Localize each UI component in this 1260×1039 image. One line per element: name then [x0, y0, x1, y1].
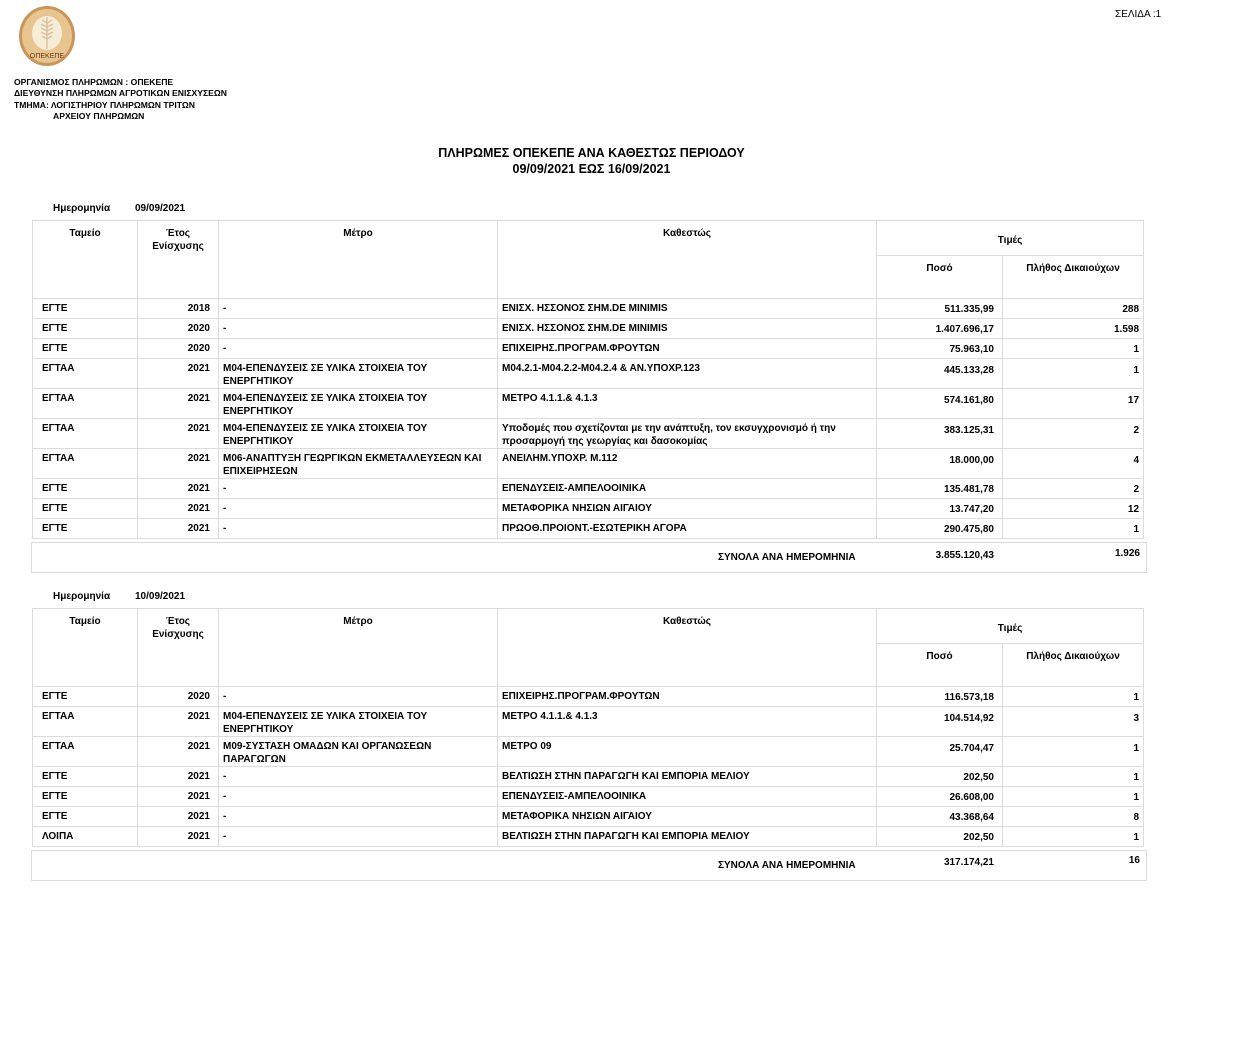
cell-measure: -	[219, 319, 498, 339]
cell-measure: -	[219, 787, 498, 807]
table-row	[33, 299, 1144, 319]
cell-fund: ΕΓΤΕ	[33, 299, 138, 319]
cell-year: 2021	[138, 359, 219, 389]
cell-fund: ΕΓΤΑΑ	[33, 419, 138, 449]
table-row	[33, 787, 1144, 807]
cell-measure: Μ06-ΑΝΑΠΤΥΞΗ ΓΕΩΡΓΙΚΩΝ ΕΚΜΕΤΑΛΛΕΥΣΕΩΝ ΚΑΙ ΕΠΙΧΕΙΡΗΣΕΩΝ	[219, 449, 498, 479]
cell-year: 2020	[138, 339, 219, 359]
table-row	[33, 707, 1144, 737]
cell-beneficiaries: 1.598	[1003, 319, 1144, 339]
cell-beneficiaries: 1	[1003, 687, 1144, 707]
col-header-scheme: Καθεστώς	[498, 609, 877, 687]
date-value: 09/09/2021	[135, 203, 186, 214]
cell-measure: Μ09-ΣΥΣΤΑΣΗ ΟΜΑΔΩΝ ΚΑΙ ΟΡΓΑΝΩΣΕΩΝ ΠΑΡΑΓΩΓΩΝ	[219, 737, 498, 767]
cell-beneficiaries: 2	[1003, 419, 1144, 449]
cell-scheme: Μ04.2.1-Μ04.2.2-Μ04.2.4 & ΑΝ.ΥΠΟΧΡ.123	[498, 359, 877, 389]
cell-beneficiaries: 1	[1003, 767, 1144, 787]
table-row	[33, 479, 1144, 499]
cell-fund: ΕΓΤΑΑ	[33, 707, 138, 737]
table-row	[33, 389, 1144, 419]
org-line: ΔΙΕΥΘΥΝΣΗ ΠΛΗΡΩΜΩΝ ΑΓΡΟΤΙΚΩΝ ΕΝΙΣΧΥΣΕΩΝ	[14, 88, 227, 99]
cell-year: 2021	[138, 389, 219, 419]
cell-scheme: ΕΠΕΝΔΥΣΕΙΣ-ΑΜΠΕΛΟΟΙΝΙΚΑ	[498, 787, 877, 807]
cell-beneficiaries: 288	[1003, 299, 1144, 319]
report-title	[0, 145, 1183, 177]
cell-measure: Μ04-ΕΠΕΝΔΥΣΕΙΣ ΣΕ ΥΛΙΚΑ ΣΤΟΙΧΕΙΑ ΤΟΥ ΕΝΕΡΓΗΤΙΚΟΥ	[219, 389, 498, 419]
table-row	[33, 807, 1144, 827]
cell-amount: 25.704,47	[877, 737, 1003, 767]
cell-amount: 202,50	[877, 767, 1003, 787]
org-line: ΤΜΗΜΑ: ΛΟΓΙΣΤΗΡΙΟΥ ΠΛΗΡΩΜΩΝ ΤΡΙΤΩΝ	[14, 99, 195, 110]
cell-scheme: ΜΕΤΑΦΟΡΙΚΑ ΝΗΣΙΩΝ ΑΙΓΑΙΟΥ	[498, 499, 877, 519]
cell-amount: 104.514,92	[877, 707, 1003, 737]
report-period: 09/09/2021 ΕΩΣ 16/09/2021	[512, 162, 671, 176]
col-header-amount: Ποσό	[877, 256, 1003, 299]
cell-scheme: ΕΝΙΣΧ. ΗΣΣΟΝΟΣ ΣΗΜ.DE MINIMIS	[498, 319, 877, 339]
cell-year: 2021	[138, 787, 219, 807]
cell-measure: -	[219, 479, 498, 499]
cell-scheme: Υποδομές που σχετίζονται με την ανάπτυξη, τον εκσυγχρονισμό ή την προσαρμογή της γεωργίας και δασοκομίας	[498, 419, 877, 449]
cell-measure: Μ04-ΕΠΕΝΔΥΣΕΙΣ ΣΕ ΥΛΙΚΑ ΣΤΟΙΧΕΙΑ ΤΟΥ ΕΝΕΡΓΗΤΙΚΟΥ	[219, 359, 498, 389]
col-header-amount: Ποσό	[877, 644, 1003, 687]
table-row	[33, 767, 1144, 787]
cell-beneficiaries: 1	[1003, 359, 1144, 389]
cell-amount: 135.481,78	[877, 479, 1003, 499]
cell-amount: 383.125,31	[877, 419, 1003, 449]
cell-fund: ΕΓΤΑΑ	[33, 449, 138, 479]
cell-year: 2021	[138, 419, 219, 449]
cell-beneficiaries: 1	[1003, 737, 1144, 767]
col-header-values: Τιμές	[877, 221, 1144, 256]
opekepe-logo-icon	[18, 5, 76, 67]
cell-amount: 13.747,20	[877, 499, 1003, 519]
cell-fund: ΕΓΤΕ	[33, 319, 138, 339]
cell-year: 2021	[138, 807, 219, 827]
table-row	[33, 339, 1144, 359]
org-line: ΟΡΓΑΝΙΣΜΟΣ ΠΛΗΡΩΜΩΝ : ΟΠΕΚΕΠΕ	[14, 77, 174, 87]
cell-amount: 574.161,80	[877, 389, 1003, 419]
cell-amount: 511.335,99	[877, 299, 1003, 319]
cell-measure: -	[219, 827, 498, 847]
cell-fund: ΕΓΤΕ	[33, 499, 138, 519]
cell-measure: -	[219, 299, 498, 319]
table-row	[33, 827, 1144, 847]
cell-beneficiaries: 12	[1003, 499, 1144, 519]
totals-label: ΣΥΝΟΛΑ ΑΝΑ ΗΜΕΡΟΜΗΝΙΑ	[718, 552, 856, 563]
org-line: ΑΡΧΕΙΟΥ ΠΛΗΡΩΜΩΝ	[53, 111, 145, 122]
cell-scheme: ΜΕΤΡΟ 09	[498, 737, 877, 767]
organization-info	[14, 77, 227, 123]
cell-year: 2021	[138, 827, 219, 847]
table-row	[33, 449, 1144, 479]
date-value: 10/09/2021	[135, 591, 186, 602]
cell-year: 2020	[138, 687, 219, 707]
cell-beneficiaries: 3	[1003, 707, 1144, 737]
cell-year: 2021	[138, 449, 219, 479]
cell-year: 2020	[138, 319, 219, 339]
cell-fund: ΕΓΤΕ	[33, 519, 138, 539]
totals-amount: 3.855.120,43	[935, 550, 994, 561]
cell-amount: 75.963,10	[877, 339, 1003, 359]
cell-scheme: ΕΝΙΣΧ. ΗΣΣΟΝΟΣ ΣΗΜ.DE MINIMIS	[498, 299, 877, 319]
cell-scheme: ΕΠΙΧΕΙΡΗΣ.ΠΡΟΓΡΑΜ.ΦΡΟΥΤΩΝ	[498, 687, 877, 707]
table-row	[33, 319, 1144, 339]
col-header-measure: Μέτρο	[219, 609, 498, 687]
payments-table	[32, 608, 1144, 847]
date-label: Ημερομηνία	[53, 591, 111, 602]
cell-scheme: ΕΠΙΧΕΙΡΗΣ.ΠΡΟΓΡΑΜ.ΦΡΟΥΤΩΝ	[498, 339, 877, 359]
cell-measure: -	[219, 519, 498, 539]
cell-beneficiaries: 1	[1003, 827, 1144, 847]
cell-measure: Μ04-ΕΠΕΝΔΥΣΕΙΣ ΣΕ ΥΛΙΚΑ ΣΤΟΙΧΕΙΑ ΤΟΥ ΕΝΕΡΓΗΤΙΚΟΥ	[219, 419, 498, 449]
totals-label: ΣΥΝΟΛΑ ΑΝΑ ΗΜΕΡΟΜΗΝΙΑ	[718, 860, 856, 871]
svg-text:ΟΠΕΚΕΠΕ: ΟΠΕΚΕΠΕ	[29, 53, 65, 60]
cell-scheme: ΜΕΤΡΟ 4.1.1.& 4.1.3	[498, 389, 877, 419]
cell-beneficiaries: 8	[1003, 807, 1144, 827]
cell-beneficiaries: 1	[1003, 787, 1144, 807]
col-header-year: Έτος Ενίσχυσης	[138, 609, 219, 687]
cell-amount: 202,50	[877, 827, 1003, 847]
cell-year: 2021	[138, 737, 219, 767]
cell-measure: -	[219, 807, 498, 827]
table-row	[33, 499, 1144, 519]
col-header-fund: Ταμείο	[33, 221, 138, 299]
col-header-measure: Μέτρο	[219, 221, 498, 299]
cell-measure: -	[219, 339, 498, 359]
cell-year: 2021	[138, 479, 219, 499]
cell-scheme: ΜΕΤΑΦΟΡΙΚΑ ΝΗΣΙΩΝ ΑΙΓΑΙΟΥ	[498, 807, 877, 827]
cell-scheme: ΒΕΛΤΙΩΣΗ ΣΤΗΝ ΠΑΡΑΓΩΓΗ ΚΑΙ ΕΜΠΟΡΙΑ ΜΕΛΙΟΥ	[498, 827, 877, 847]
cell-scheme: ΠΡΩΟΘ.ΠΡΟΙΟΝΤ.-ΕΣΩΤΕΡΙΚΗ ΑΓΟΡΑ	[498, 519, 877, 539]
cell-scheme: ΕΠΕΝΔΥΣΕΙΣ-ΑΜΠΕΛΟΟΙΝΙΚΑ	[498, 479, 877, 499]
cell-fund: ΕΓΤΑΑ	[33, 389, 138, 419]
cell-beneficiaries: 1	[1003, 339, 1144, 359]
cell-year: 2021	[138, 499, 219, 519]
table-row	[33, 737, 1144, 767]
payments-table	[32, 220, 1144, 539]
cell-amount: 116.573,18	[877, 687, 1003, 707]
page-number: ΣΕΛΙΔΑ :1	[1115, 9, 1162, 20]
cell-amount: 1.407.696,17	[877, 319, 1003, 339]
date-totals-row	[31, 542, 1147, 573]
cell-amount: 26.608,00	[877, 787, 1003, 807]
cell-amount: 445.133,28	[877, 359, 1003, 389]
cell-fund: ΕΓΤΕ	[33, 339, 138, 359]
cell-year: 2021	[138, 767, 219, 787]
col-header-beneficiaries: Πλήθος Δικαιούχων	[1003, 644, 1144, 687]
cell-beneficiaries: 2	[1003, 479, 1144, 499]
cell-scheme: ΑΝΕΙΛΗΜ.ΥΠΟΧΡ. Μ.112	[498, 449, 877, 479]
cell-scheme: ΜΕΤΡΟ 4.1.1.& 4.1.3	[498, 707, 877, 737]
table-row	[33, 519, 1144, 539]
cell-fund: ΕΓΤΕ	[33, 479, 138, 499]
cell-fund: ΕΓΤΑΑ	[33, 737, 138, 767]
cell-scheme: ΒΕΛΤΙΩΣΗ ΣΤΗΝ ΠΑΡΑΓΩΓΗ ΚΑΙ ΕΜΠΟΡΙΑ ΜΕΛΙΟΥ	[498, 767, 877, 787]
totals-count: 1.926	[1114, 548, 1140, 559]
report-title-text: ΠΛΗΡΩΜΕΣ ΟΠΕΚΕΠΕ ΑΝΑ ΚΑΘΕΣΤΩΣ ΠΕΡΙΟΔΟΥ	[438, 146, 745, 160]
table-row	[33, 687, 1144, 707]
cell-year: 2021	[138, 519, 219, 539]
col-header-fund: Ταμείο	[33, 609, 138, 687]
col-header-year: Έτος Ενίσχυσης	[138, 221, 219, 299]
totals-amount: 317.174,21	[943, 857, 994, 868]
cell-amount: 18.000,00	[877, 449, 1003, 479]
cell-measure: -	[219, 687, 498, 707]
col-header-scheme: Καθεστώς	[498, 221, 877, 299]
cell-year: 2021	[138, 707, 219, 737]
col-header-values: Τιμές	[877, 609, 1144, 644]
date-label: Ημερομηνία	[53, 203, 111, 214]
table-row	[33, 359, 1144, 389]
col-header-beneficiaries: Πλήθος Δικαιούχων	[1003, 256, 1144, 299]
cell-beneficiaries: 4	[1003, 449, 1144, 479]
date-heading	[53, 203, 186, 214]
cell-fund: ΕΓΤΑΑ	[33, 359, 138, 389]
cell-year: 2018	[138, 299, 219, 319]
cell-amount: 290.475,80	[877, 519, 1003, 539]
cell-fund: ΕΓΤΕ	[33, 787, 138, 807]
cell-fund: ΛΟΙΠΑ	[33, 827, 138, 847]
cell-fund: ΕΓΤΕ	[33, 807, 138, 827]
cell-beneficiaries: 17	[1003, 389, 1144, 419]
date-heading	[53, 591, 186, 602]
cell-measure: -	[219, 767, 498, 787]
date-totals-row	[31, 850, 1147, 881]
cell-fund: ΕΓΤΕ	[33, 767, 138, 787]
table-row	[33, 419, 1144, 449]
cell-beneficiaries: 1	[1003, 519, 1144, 539]
cell-measure: Μ04-ΕΠΕΝΔΥΣΕΙΣ ΣΕ ΥΛΙΚΑ ΣΤΟΙΧΕΙΑ ΤΟΥ ΕΝΕΡΓΗΤΙΚΟΥ	[219, 707, 498, 737]
cell-fund: ΕΓΤΕ	[33, 687, 138, 707]
cell-measure: -	[219, 499, 498, 519]
cell-amount: 43.368,64	[877, 807, 1003, 827]
totals-count: 16	[1128, 855, 1140, 866]
